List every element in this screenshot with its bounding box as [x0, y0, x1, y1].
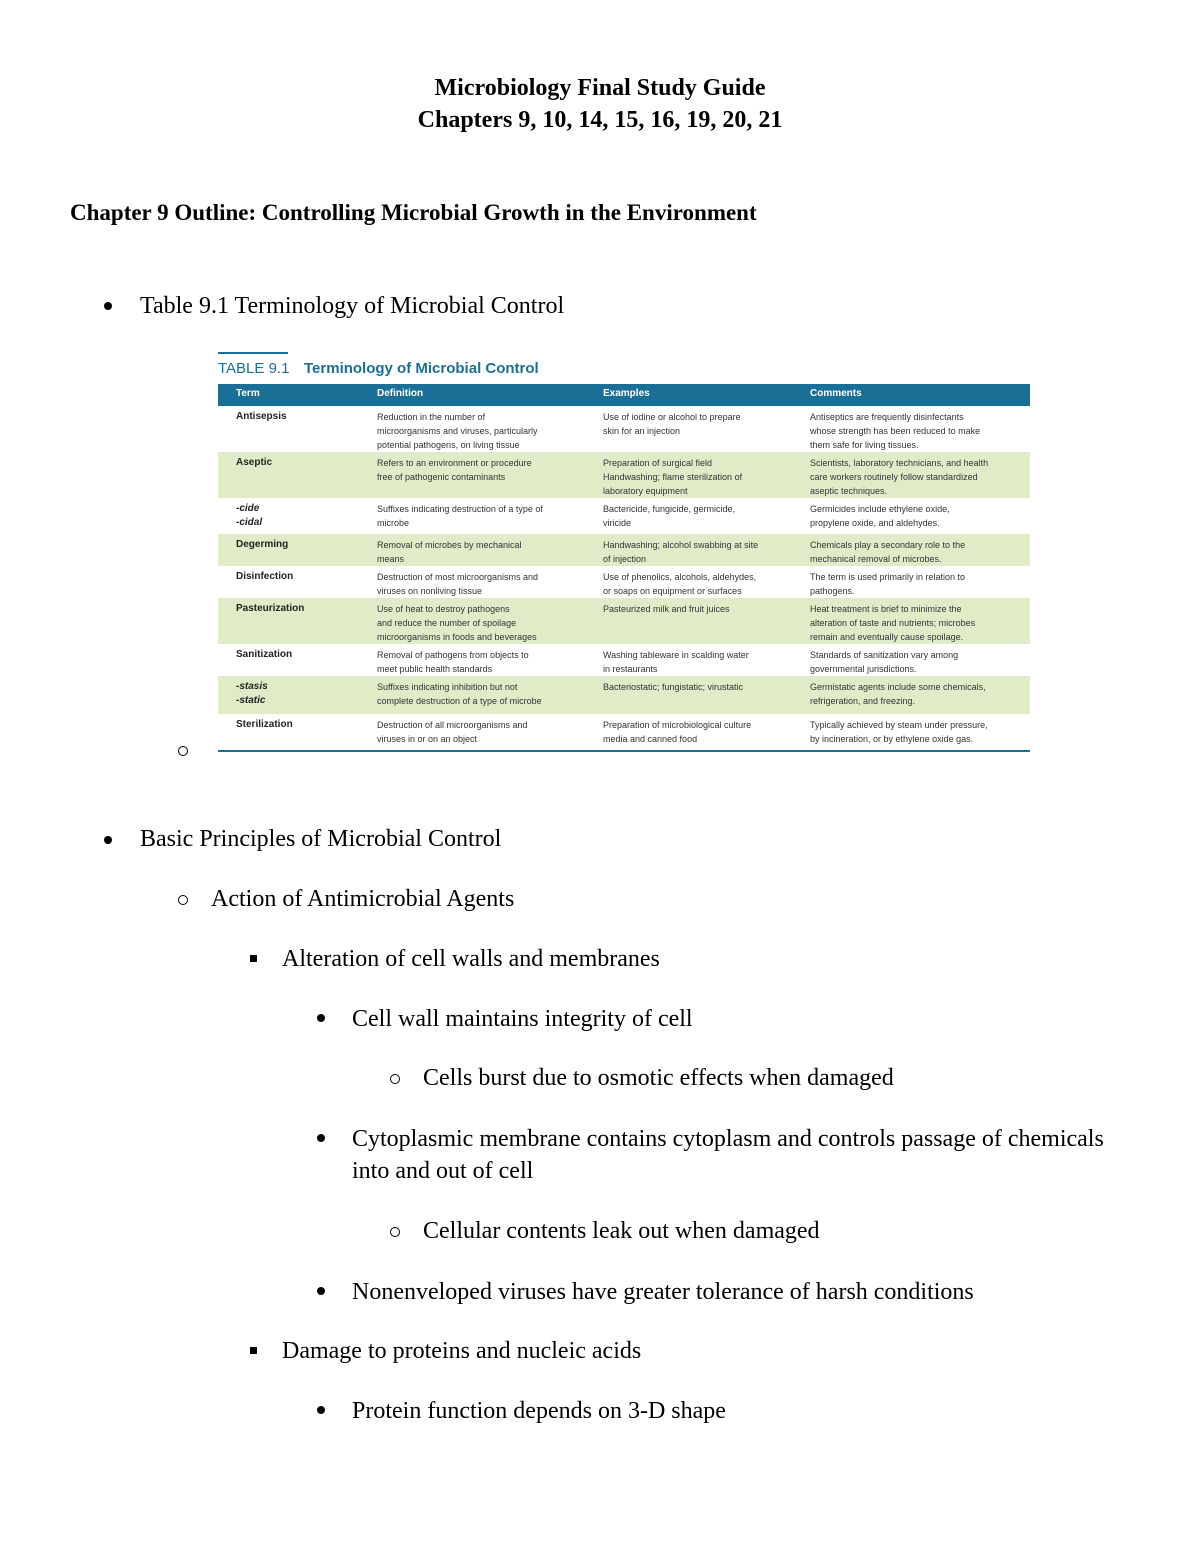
- table-row: [218, 452, 1030, 498]
- table-header-row: [218, 384, 1030, 406]
- document-subtitle: Chapters 9, 10, 14, 15, 16, 19, 20, 21: [417, 107, 783, 133]
- cell-term: -cide -cidal: [236, 503, 263, 528]
- table-row: [218, 406, 1030, 452]
- cell-term: Sterilization: [236, 719, 293, 730]
- table-bottom-rule: [218, 750, 1030, 752]
- bullet-circle-icon: [390, 1074, 400, 1084]
- cell-term: Degerming: [236, 539, 289, 550]
- cell-examples: Bactericide, fungicide, germicide, viricide: [603, 504, 736, 528]
- cell-definition: Refers to an environment or procedure free of pathogenic contaminants: [377, 458, 532, 482]
- table-row: [218, 534, 1030, 566]
- outline-item-cell-walls: Alteration of cell walls and membranes: [282, 946, 660, 972]
- bullet-disc-icon: [317, 1134, 325, 1142]
- cell-term: Disinfection: [236, 571, 294, 582]
- bullet-disc-icon: [317, 1406, 325, 1414]
- chapter-heading: Chapter 9 Outline: Controlling Microbial Growth in the Environment: [70, 200, 757, 225]
- bullet-circle-icon: [178, 895, 188, 905]
- cell-definition: Suffixes indicating inhibition but not complete destruction of a type of microbe: [377, 682, 542, 706]
- table-row: [218, 644, 1030, 676]
- column-header-comments: Comments: [810, 388, 862, 399]
- cell-comments: Antiseptics are frequently disinfectants whose strength has been reduced to make them safe for living tissues.: [810, 412, 981, 450]
- cell-term: Aseptic: [236, 457, 273, 468]
- table-top-rule: [218, 352, 288, 354]
- cell-comments: Typically achieved by steam under pressure, by incineration, or by ethylene oxide gas.: [810, 720, 988, 744]
- cell-comments: Heat treatment is brief to minimize the alteration of taste and nutrients; microbes remain and eventually cause spoilage.: [810, 604, 976, 642]
- cell-definition: Removal of microbes by mechanical means: [377, 540, 522, 564]
- table-row: [218, 676, 1030, 714]
- outline-item-protein-shape: Protein function depends on 3-D shape: [352, 1398, 726, 1424]
- outline-item-action-of-agents: Action of Antimicrobial Agents: [211, 886, 515, 912]
- cell-examples: Handwashing; alcohol swabbing at site of injection: [603, 540, 759, 564]
- cell-term: Pasteurization: [236, 603, 305, 614]
- outline-item-cytoplasmic-membrane: Cytoplasmic membrane contains cytoplasm and controls passage of chemicals into and out of cell: [352, 1126, 1104, 1184]
- column-header-examples: Examples: [603, 388, 650, 399]
- cell-comments: Germicides include ethylene oxide, propylene oxide, and aldehydes.: [810, 504, 950, 528]
- cell-examples: Bacteriostatic; fungistatic; virustatic: [603, 682, 744, 692]
- outline-item-cells-burst: Cells burst due to osmotic effects when damaged: [423, 1065, 894, 1091]
- bullet-circle-icon: [178, 746, 188, 756]
- cell-comments: The term is used primarily in relation to pathogens.: [810, 572, 966, 596]
- table-row: [218, 598, 1030, 644]
- outline-item-contents-leak: Cellular contents leak out when damaged: [423, 1218, 820, 1244]
- bullet-disc-icon: [104, 302, 112, 310]
- outline-item-cell-wall-integrity: Cell wall maintains integrity of cell: [352, 1006, 693, 1032]
- bullet-square-icon: [250, 955, 257, 962]
- column-header-definition: Definition: [377, 388, 424, 399]
- outline-item-damage-proteins: Damage to proteins and nucleic acids: [282, 1338, 642, 1364]
- cell-comments: Chemicals play a secondary role to the mechanical removal of microbes.: [810, 540, 966, 564]
- cell-definition: Reduction in the number of microorganisms and viruses, particularly potential pathogens, on living tissue: [377, 412, 538, 450]
- cell-examples: Preparation of microbiological culture media and canned food: [603, 720, 752, 744]
- cell-term: Sanitization: [236, 649, 293, 660]
- bullet-disc-icon: [317, 1014, 325, 1022]
- bullet-circle-icon: [390, 1227, 400, 1237]
- cell-term: -stasis -static: [236, 681, 268, 706]
- table-row: [218, 498, 1030, 534]
- bullet-disc-icon: [104, 836, 112, 844]
- cell-comments: Standards of sanitization vary among governmental jurisdictions.: [810, 650, 959, 674]
- cell-definition: Destruction of all microorganisms and viruses in or on an object: [377, 720, 528, 744]
- cell-comments: Germistatic agents include some chemicals, refrigeration, and freezing.: [810, 682, 986, 706]
- cell-examples: Use of phenolics, alcohols, aldehydes, or soaps on equipment or surfaces: [603, 572, 757, 596]
- cell-examples: Use of iodine or alcohol to prepare skin for an injection: [603, 412, 741, 436]
- table-name: Terminology of Microbial Control: [304, 360, 539, 377]
- cell-examples: Preparation of surgical field Handwashing; flame sterilization of laboratory equipment: [603, 458, 743, 496]
- cell-examples: Washing tableware in scalding water in restaurants: [603, 650, 749, 674]
- table-row: [218, 566, 1030, 598]
- cell-comments: Scientists, laboratory technicians, and health care workers routinely follow standardized aseptic techniques.: [810, 458, 989, 496]
- cell-definition: Destruction of most microorganisms and viruses on nonliving tissue: [377, 572, 539, 596]
- column-header-term: Term: [236, 388, 260, 399]
- cell-definition: Suffixes indicating destruction of a type of microbe: [377, 504, 543, 528]
- cell-definition: Use of heat to destroy pathogens and reduce the number of spoilage microorganisms in foods and beverages: [377, 604, 537, 642]
- bullet-disc-icon: [317, 1287, 325, 1295]
- cell-term: Antisepsis: [236, 411, 287, 422]
- document-title: Microbiology Final Study Guide: [434, 75, 766, 101]
- outline-item-nonenveloped-viruses: Nonenveloped viruses have greater tolerance of harsh conditions: [352, 1279, 974, 1305]
- cell-definition: Removal of pathogens from objects to meet public health standards: [377, 650, 529, 674]
- outline-item-table-ref: Table 9.1 Terminology of Microbial Control: [140, 293, 565, 319]
- bullet-square-icon: [250, 1347, 257, 1354]
- outline-item-basic-principles: Basic Principles of Microbial Control: [140, 826, 502, 852]
- table-row: [218, 714, 1030, 750]
- table-label: TABLE 9.1: [218, 360, 290, 377]
- cell-examples: Pasteurized milk and fruit juices: [603, 604, 730, 614]
- terminology-table: [218, 352, 1030, 754]
